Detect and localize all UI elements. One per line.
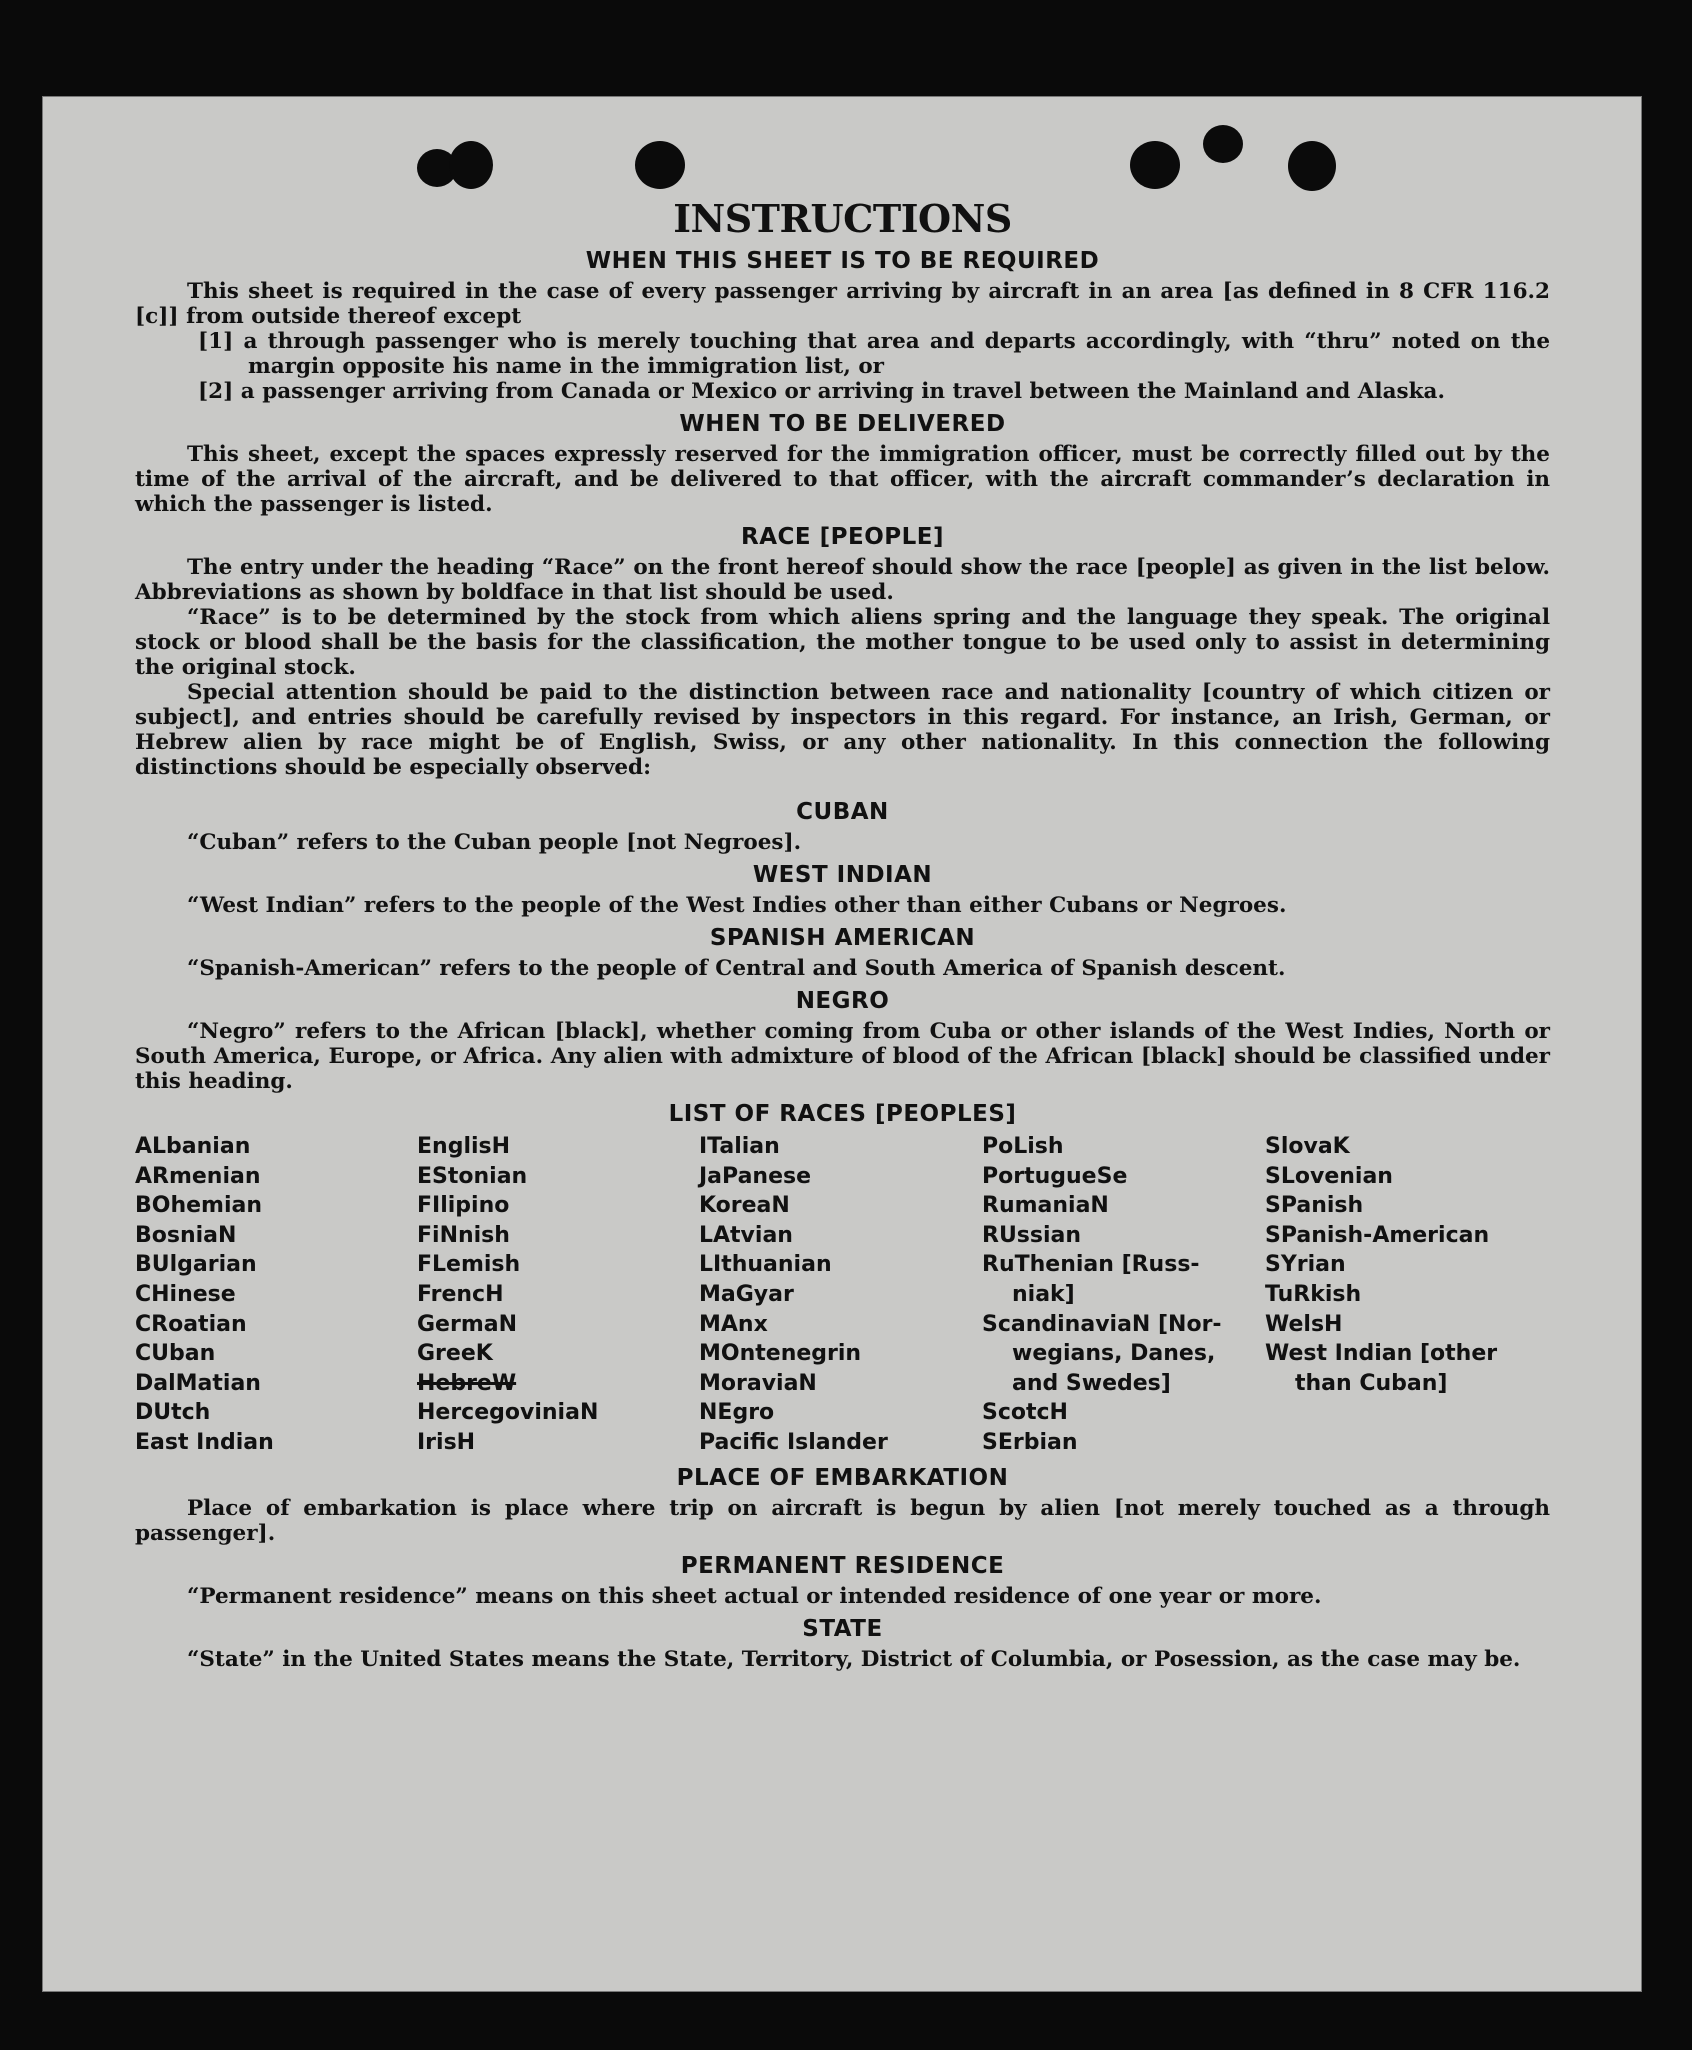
heading-race: RACE [PEOPLE] [741, 524, 944, 550]
race-item: ScandinaviaN [Nor- [982, 1311, 1222, 1337]
race-item: MoraviaN [699, 1370, 817, 1396]
race-item: FIlipino [417, 1193, 510, 1219]
race-item: ARmenian [135, 1163, 261, 1189]
heading-list-of-races: LIST OF RACES [PEOPLES] [668, 1101, 1017, 1127]
race-item: East Indian [135, 1429, 274, 1455]
race-item: CRoatian [135, 1311, 247, 1337]
race-paragraph-2: “Race” is to be determined by the stock from which aliens spring and the language they speak. The original stock or blood shall be the basis for the classification, the mother tongue to be used only to assist in determining the original stock. [135, 605, 1550, 680]
race-item: JaPanese [699, 1163, 812, 1189]
race-item-continued: niak] [1012, 1281, 1075, 1307]
punch-hole [1288, 141, 1336, 191]
punch-hole [1130, 141, 1180, 189]
delivered-text: This sheet, except the spaces expressly reserved for the immigration officer, must be correctly filled out by the time of the arrival of the aircraft, and be delivered to that officer, with the aircraft commander’s declaration in which the passenger is listed. [135, 442, 1550, 517]
race-item: TuRkish [1265, 1281, 1362, 1307]
race-column-4 [982, 1132, 1265, 1458]
race-item: PortugueSe [982, 1163, 1128, 1189]
race-item: RuThenian [Russ- [982, 1252, 1200, 1278]
race-column-2 [417, 1132, 699, 1458]
race-item: IrisH [417, 1429, 476, 1455]
race-column-1 [135, 1132, 417, 1458]
race-item: PoLish [982, 1134, 1064, 1159]
race-paragraph-1: The entry under the heading “Race” on the front hereof should show the race [people] as given in the list below. Abbreviations as shown by boldface in that list should be used. [135, 555, 1550, 605]
race-item: CUban [135, 1341, 216, 1367]
race-item: EStonian [417, 1163, 528, 1189]
embarkation-text: Place of embarkation is place where trip on aircraft is begun by alien [not merely touched as a through passenger]. [135, 1495, 1550, 1546]
race-item: Pacific Islander [699, 1429, 888, 1455]
race-item: West Indian [other [1265, 1341, 1498, 1367]
race-item: EnglisH [417, 1134, 511, 1159]
spanish-american-text: “Spanish-American” refers to the people of Central and South America of Spanish descent. [187, 956, 1286, 981]
race-item: SLovenian [1265, 1163, 1393, 1189]
race-item: MAnx [699, 1311, 768, 1337]
heading-state: STATE [802, 1615, 883, 1642]
race-item: BosniaN [135, 1222, 237, 1248]
race-item: NEgro [699, 1400, 775, 1426]
race-item: LAtvian [699, 1222, 793, 1248]
race-item: MaGyar [699, 1281, 794, 1307]
race-item: HercegoviniaN [417, 1400, 599, 1426]
race-item: SYrian [1265, 1252, 1346, 1278]
race-item-continued: than Cuban] [1295, 1370, 1448, 1396]
race-item: DalMatian [135, 1370, 261, 1396]
required-item-1: [1] a through passenger who is merely touching that area and departs accordingly, with “thru” noted on the margin opposite his name in the immigration list, or [198, 329, 1550, 379]
race-paragraph-3: Special attention should be paid to the distinction between race and nationality [country of which citizen or subject], and entries should be carefully revised by inspectors in this regard. For instance, an Irish, German, or Hebrew alien by race might be of English, Swiss, or any other nationality. In this connection the following distinctions should be especially observed: [135, 680, 1550, 780]
race-item: ITalian [699, 1134, 780, 1159]
race-item: CHinese [135, 1281, 236, 1307]
race-item: BOhemian [135, 1193, 263, 1219]
heading-west-indian: WEST INDIAN [752, 862, 933, 888]
race-item-continued: wegians, Danes, [1012, 1341, 1216, 1367]
heading-permanent-residence: PERMANENT RESIDENCE [680, 1552, 1005, 1579]
required-intro: This sheet is required in the case of every passenger arriving by aircraft in an area [as defined in 8 CFR 116.2 [c]] from outside thereof except [135, 279, 1550, 329]
race-item: FrencH [417, 1281, 504, 1307]
race-column-5 [1265, 1132, 1550, 1458]
race-item: MOntenegrin [699, 1341, 862, 1367]
race-item: FiNnish [417, 1222, 510, 1248]
cuban-text: “Cuban” refers to the Cuban people [not Negroes]. [187, 830, 802, 855]
race-item-continued: and Swedes] [1012, 1370, 1171, 1396]
page-title: INSTRUCTIONS [673, 196, 1012, 241]
punch-hole [635, 141, 685, 189]
race-item: LIthuanian [699, 1252, 832, 1278]
heading-cuban: CUBAN [796, 799, 889, 825]
heading-place-of-embarkation: PLACE OF EMBARKATION [676, 1464, 1009, 1491]
race-item: SPanish-American [1265, 1222, 1490, 1248]
race-item: RumaniaN [982, 1193, 1109, 1219]
race-item-struck: HebreW [417, 1370, 517, 1396]
race-item: DUtch [135, 1400, 211, 1426]
instructions-content [135, 197, 1550, 1672]
race-item: GermaN [417, 1311, 518, 1337]
heading-when-required: WHEN THIS SHEET IS TO BE REQUIRED [585, 248, 1100, 274]
punch-hole [449, 141, 493, 189]
race-item: RUssian [982, 1222, 1082, 1248]
race-item: ALbanian [135, 1134, 251, 1159]
required-item-2: [2] a passenger arriving from Canada or Mexico or arriving in travel between the Mainland and Alaska. [198, 379, 1445, 404]
race-item: GreeK [417, 1341, 493, 1367]
race-item: SPanish [1265, 1193, 1364, 1219]
race-column-3 [699, 1132, 982, 1458]
race-item: KoreaN [699, 1193, 790, 1219]
west-indian-text: “West Indian” refers to the people of the West Indies other than either Cubans or Negroes. [187, 893, 1287, 918]
punch-hole [1203, 125, 1243, 163]
race-item: WelsH [1265, 1311, 1343, 1337]
negro-text: “Negro” refers to the African [black], whether coming from Cuba or other islands of the West Indies, North or South America, Europe, or Africa. Any alien with admixture of blood of the African [black] should be classified under this heading. [135, 1019, 1550, 1094]
race-item: BUlgarian [135, 1252, 257, 1278]
document-sheet [42, 96, 1642, 1992]
state-text: “State” in the United States means the State, Territory, District of Columbia, or Posession, as the case may be. [187, 1646, 1521, 1672]
race-list [135, 1132, 1550, 1458]
heading-when-delivered: WHEN TO BE DELIVERED [679, 411, 1006, 437]
residence-text: “Permanent residence” means on this sheet actual or intended residence of one year or more. [187, 1583, 1322, 1609]
heading-negro: NEGRO [795, 988, 890, 1014]
race-item: SlovaK [1265, 1134, 1350, 1159]
race-item: SErbian [982, 1429, 1078, 1455]
race-item: FLemish [417, 1252, 521, 1278]
race-item: ScotcH [982, 1400, 1068, 1426]
heading-spanish-american: SPANISH AMERICAN [709, 925, 976, 951]
